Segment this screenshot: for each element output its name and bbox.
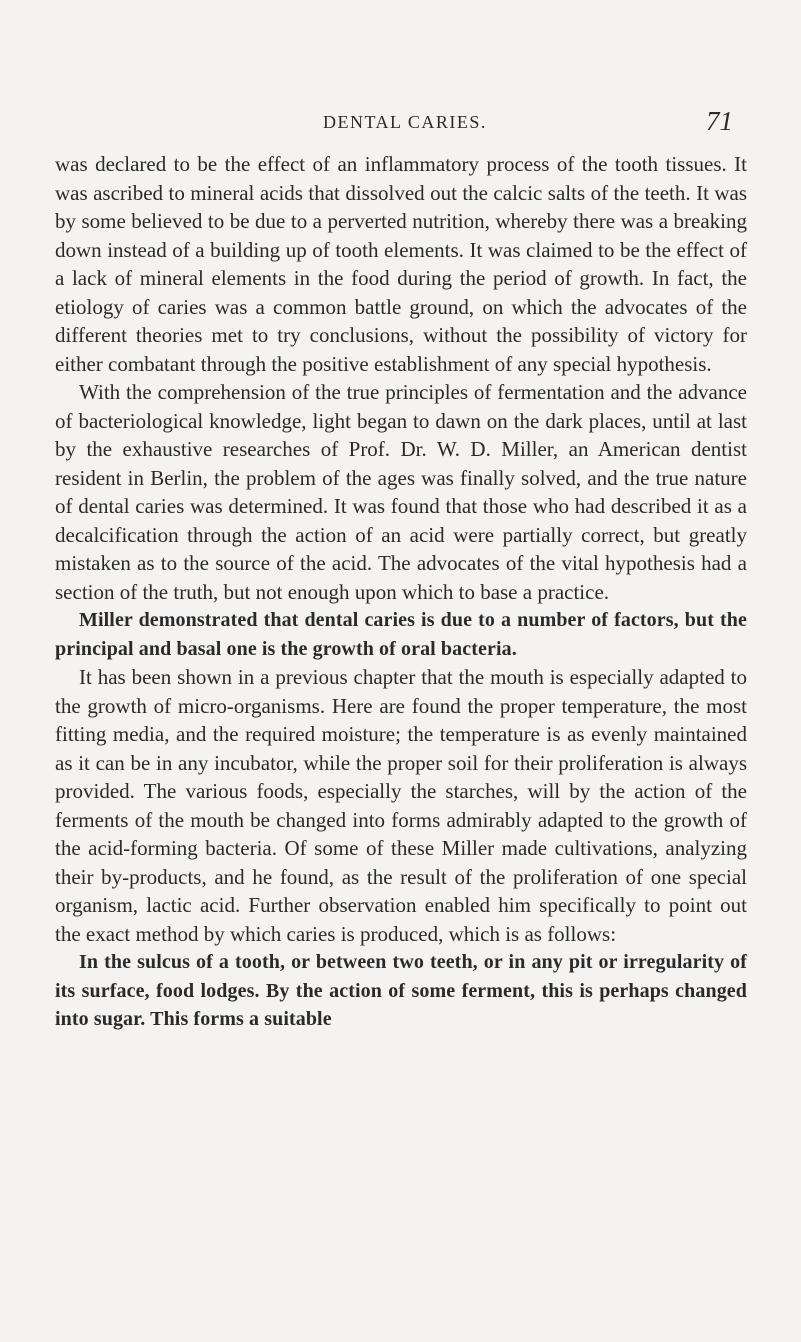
running-title: DENTAL CARIES. <box>323 112 487 132</box>
paragraph-continuation: was declared to be the effect of an inflammatory process of the tooth tissues. It was ascribed to mineral acids that dissolved out the calcic salts of the teeth. It was by some believed to be due to a perverted nutrition, whereby there was a breaking down instead of a building up of tooth elements. It was claimed to be the effect of a lack of mineral elements in the food during the period of growth. In fact, the etiology of caries was a common battle ground, on which the advocates of the different theories met to try conclusions, without the possibility of victory for either combatant through the positive establishment of any special hypothesis. <box>55 152 747 376</box>
paragraph-bold-thesis: Miller demonstrated that dental caries is due to a number of factors, but the principal and basal one is the growth of oral bacteria. <box>55 609 747 660</box>
page-number: 71 <box>706 106 733 136</box>
running-header <box>0 108 801 136</box>
body-text <box>55 150 747 1034</box>
paragraph-miller-research: With the comprehension of the true principles of fermentation and the advance of bacteriological knowledge, light began to dawn on the dark places, until at last by the exhaustive researches of Prof. Dr. W. D. Miller, an American dentist resident in Berlin, the problem of the ages was finally solved, and the true nature of dental caries was determined. It was found that those who had described it as a decalcification through the action of an acid were partially correct, but greatly mistaken as to the source of the acid. The advocates of the vital hypothesis had a section of the truth, but not enough upon which to base a practice. <box>55 380 747 604</box>
paragraph-bold-process: In the sulcus of a tooth, or between two teeth, or in any pit or irregularity of its surface, food lodges. By the action of some ferment, this is perhaps changed into sugar. This forms a suitable <box>55 951 747 1030</box>
paragraph-mouth-conditions: It has been shown in a previous chapter that the mouth is especially adapted to the growth of micro-organisms. Here are found the proper temperature, the most fitting media, and the required moisture; the temperature is as evenly maintained as it can be in any incubator, while the proper soil for their proliferation is always provided. The various foods, especially the starches, will by the action of the ferments of the mouth be changed into forms admirably adapted to the growth of the acid-forming bacteria. Of some of these Miller made cultivations, analyzing their by-products, and he found, as the result of the proliferation of one special organism, lactic acid. Further observation enabled him specifically to point out the exact method by which caries is produced, which is as follows: <box>55 665 747 946</box>
